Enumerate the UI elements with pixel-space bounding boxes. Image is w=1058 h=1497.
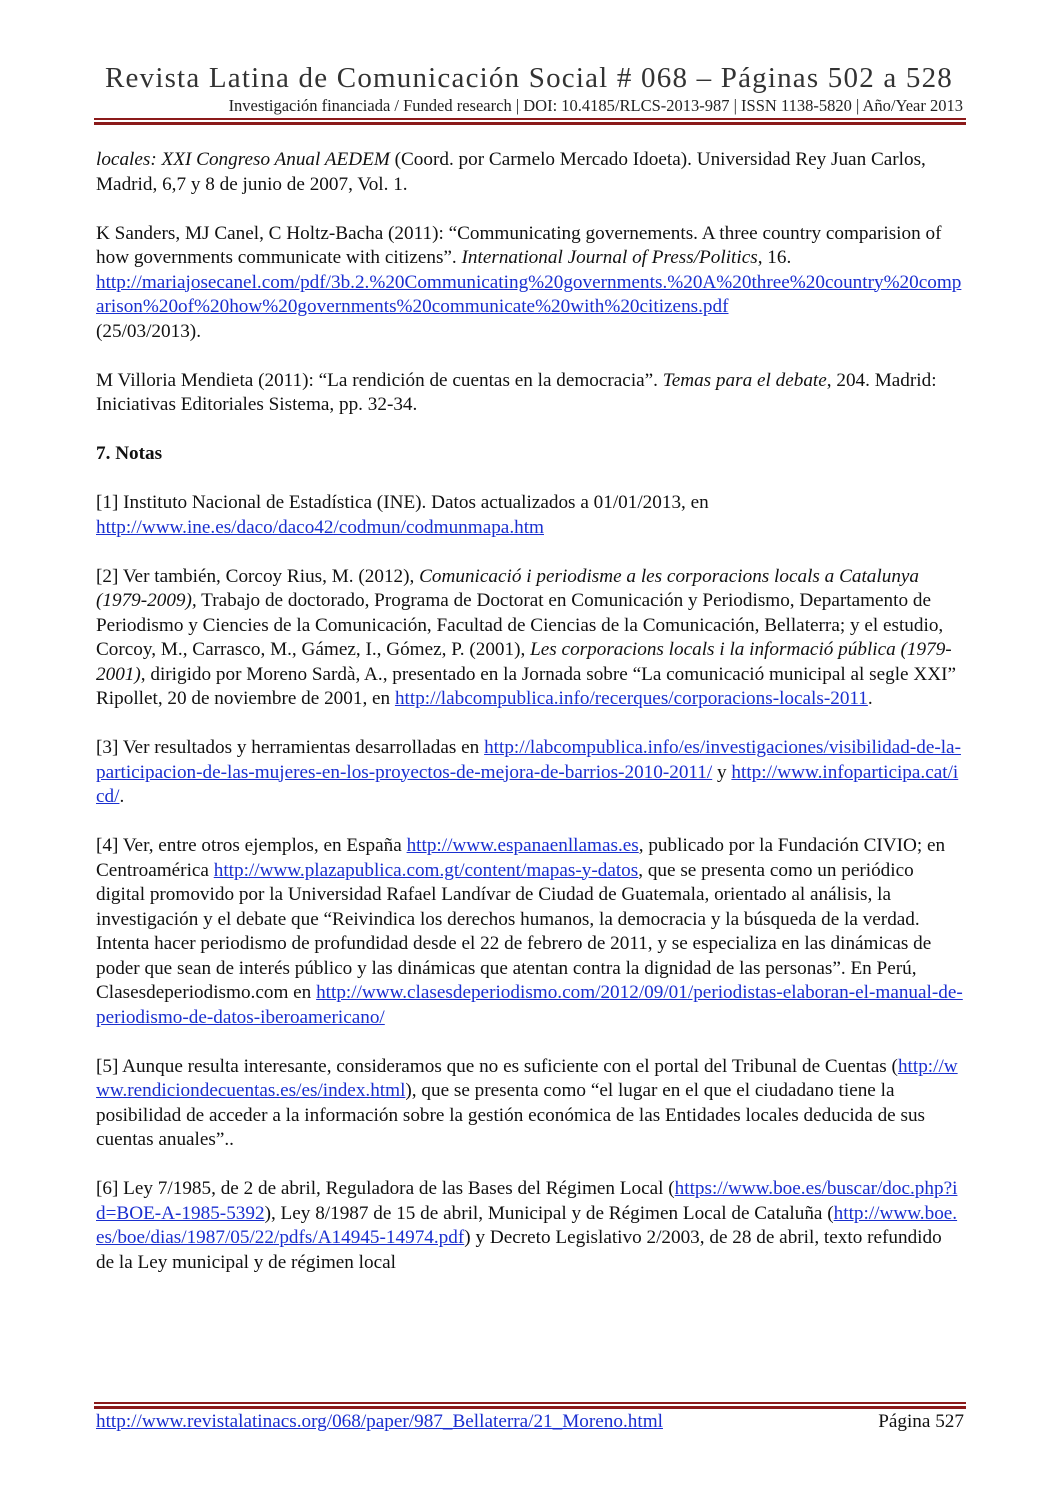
note-italic: Comunicació i periodisme a les corporacions locals a Catalunya (1979-2009), xyxy=(96,565,920,611)
notes-heading: 7. Notas xyxy=(96,443,163,464)
ref-text: K Sanders, MJ Canel, C Holtz-Bacha (2011): “Communicating governements. A three country comparision of how governments communicate with citizens”. xyxy=(96,222,942,268)
note-text: , que se presenta como un periódico digital promovido por la Universidad Rafael Landívar de Ciudad de Guatemala, orientado al análisis, la investigación y el debate que “Reivindica los derechos humanos, la democracia y la búsqueda de la verdad. Intenta hacer periodismo de profundidad desde el 22 de febrero de 2011, y se especializa en las dinámicas de poder que sean de interés público y las dinámicas que atentan contra la dignidad de las personas”. En Perú, Clasesdeperiodismo.com en xyxy=(96,859,932,1003)
ref-text: , 204. Madrid: Iniciativas Editoriales Sistema, pp. 32-34. xyxy=(96,369,937,415)
note-link[interactable]: http://www.espanaenllamas.es xyxy=(406,835,639,856)
ref-italic: Temas para el debate xyxy=(662,369,827,391)
note-text: ) y Decreto Legislativo 2/2003, de 28 de abril, texto refundido de la Ley municipal y de régimen local xyxy=(96,1227,942,1273)
ref-text: (Coord. por Carmelo Mercado Idoeta). Universidad Rey Juan Carlos, Madrid, 6,7 y 8 de junio de 2007, Vol. 1. xyxy=(96,149,926,195)
reference-villoria xyxy=(96,369,964,418)
journal-title: Revista Latina de Comunicación Social # 068 – Páginas 502 a 528 xyxy=(105,62,953,94)
ref-access-date: (25/03/2013). xyxy=(96,320,201,342)
reference-aedem xyxy=(96,148,964,197)
note-text: [4] Ver, entre otros ejemplos, en España xyxy=(96,835,407,856)
note-3 xyxy=(96,736,964,810)
note-text: ), que se presenta como “el lugar en el que el ciudadano tiene la posibilidad de acceder a la información sobre la gestión económica de las Entidades locales deducida de sus cuentas anuales”.. xyxy=(96,1080,926,1150)
note-4 xyxy=(96,834,964,1030)
note-link[interactable]: http://labcompublica.info/recerques/corporacions-locals-2011 xyxy=(394,688,868,709)
note-italic: Les corporacions locals i la informació pública (1979-2001) xyxy=(96,639,952,685)
ref-italic: locales: XXI Congreso Anual AEDEM xyxy=(96,149,390,170)
note-text: . xyxy=(119,786,125,807)
ref-text: , 16. xyxy=(757,247,792,268)
ref-italic: International Journal of Press/Politics xyxy=(461,247,758,268)
ref-text: M Villoria Mendieta (2011): “La rendición de cuentas en la democracia”. xyxy=(96,369,663,391)
note-text: [3] Ver resultados y herramientas desarrolladas en xyxy=(96,737,485,758)
note-text: , dirigido por Moreno Sardà, A., presentado en la Jornada sobre “La comunicació municipal al segle XXI” Ripollet, 20 de noviembre de 2001, en xyxy=(96,663,956,709)
note-link[interactable]: http://www.infoparticipa.cat/icd/ xyxy=(96,761,959,807)
journal-subtitle: Investigación financiada / Funded research | DOI: 10.4185/RLCS-2013-987 | ISSN 1138-5820 | Año/Year 2013 xyxy=(228,96,963,115)
note-text: . xyxy=(867,688,873,709)
note-link[interactable]: http://www.rendiciondecuentas.es/es/index.html xyxy=(96,1055,958,1101)
note-link[interactable]: http://www.boe.es/boe/dias/1987/05/22/pdfs/A14945-14974.pdf xyxy=(96,1202,958,1248)
page-footer xyxy=(96,1408,964,1436)
note-link[interactable]: http://www.ine.es/daco/daco42/codmun/codmunmapa.htm xyxy=(96,516,544,538)
note-5 xyxy=(96,1055,964,1153)
page-number: Página 527 xyxy=(878,1411,964,1432)
header-rule-thin xyxy=(94,118,966,120)
note-link[interactable]: http://www.plazapublica.com.gt/content/mapas-y-datos xyxy=(213,859,639,881)
footer-url-link[interactable]: http://www.revistalatinacs.org/068/paper/987_Bellaterra/21_Moreno.html xyxy=(96,1411,663,1432)
note-text: [1] Instituto Nacional de Estadística (INE). Datos actualizados a 01/01/2013, en xyxy=(96,492,709,513)
note-link[interactable]: https://www.boe.es/buscar/doc.php?id=BOE-A-1985-5392 xyxy=(96,1178,958,1224)
note-link[interactable]: http://labcompublica.info/es/investigaciones/visibilidad-de-la-participacion-de-las-mujeres-en-los-proyectos-de-mejora-de-barrios-2010-2011/ xyxy=(96,737,961,783)
reference-sanders xyxy=(96,222,964,345)
header-rule-thick xyxy=(94,122,966,125)
note-text: Trabajo de doctorado, Programa de Doctorat en Comunicación y Periodismo, Departamento de Periodismo y Ciencies de la Comunicación, Facultad de Ciencias de la Comunicación, Bellaterra; y el estudio, Corcoy, M., Carrasco, M., Gámez, I., Gómez, P. (2001), xyxy=(96,590,944,660)
note-text: [6] Ley 7/1985, de 2 de abril, Reguladora de las Bases del Régimen Local ( xyxy=(96,1178,675,1199)
note-6 xyxy=(96,1177,964,1275)
note-1 xyxy=(96,491,964,540)
note-link[interactable]: http://www.clasesdeperiodismo.com/2012/09/01/periodistas-elaboran-el-manual-de-periodismo-de-datos-iberoamericano/ xyxy=(96,982,963,1028)
note-2 xyxy=(96,565,964,712)
footer-rule-thin xyxy=(94,1402,966,1404)
note-text: [5] Aunque resulta interesante, consideramos que no es suficiente con el portal del Tribunal de Cuentas ( xyxy=(96,1055,898,1077)
page-body xyxy=(96,148,964,1300)
ref-link[interactable]: http://mariajosecanel.com/pdf/3b.2.%20Communicating%20governments.%20A%20three%20country%20comparison%20of%20how%20governments%20communicate%20with%20citizens.pdf xyxy=(96,271,962,317)
note-text: ), Ley 8/1987 de 15 de abril, Municipal y de Régimen Local de Cataluña ( xyxy=(264,1202,834,1224)
note-text: [2] Ver también, Corcoy Rius, M. (2012), xyxy=(96,565,420,587)
note-text: , publicado por la Fundación CIVIO; en Centroamérica xyxy=(96,835,946,881)
note-text: y xyxy=(712,761,732,783)
